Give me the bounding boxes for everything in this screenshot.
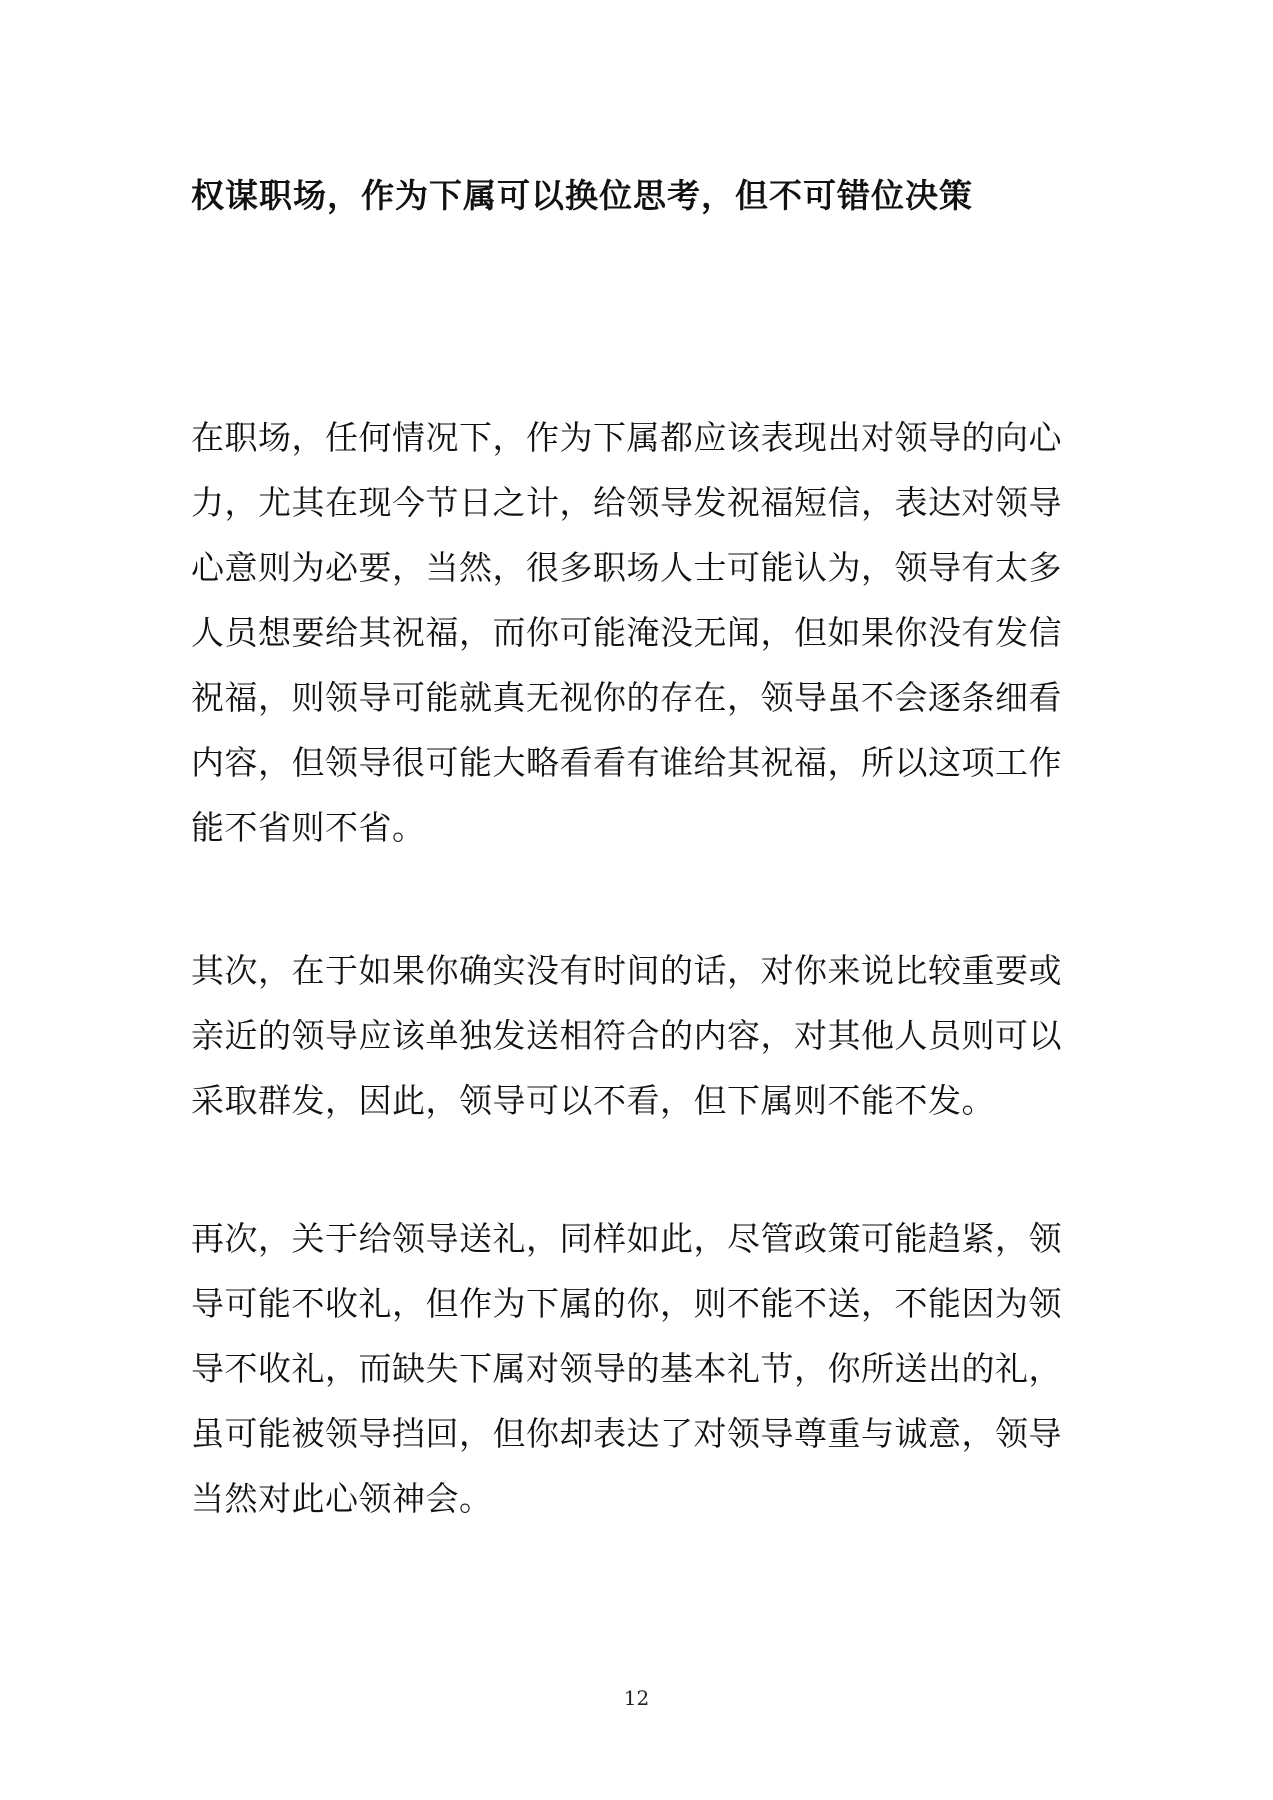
paragraph-line: 当然对此心领神会。 — [191, 1479, 493, 1518]
paragraph-line: 导不收礼，而缺失下属对领导的基本礼节，你所送出的礼， — [191, 1349, 1062, 1388]
paragraph-3 — [191, 1206, 1081, 1531]
page-number: 12 — [623, 1686, 650, 1710]
paragraph-line: 祝福，则领导可能就真无视你的存在，领导虽不会逐条细看 — [191, 678, 1062, 717]
paragraph-line: 人员想要给其祝福，而你可能淹没无闻，但如果你没有发信 — [191, 613, 1062, 652]
paragraph-line: 虽可能被领导挡回，但你却表达了对领导尊重与诚意，领导 — [191, 1414, 1062, 1453]
paragraph-2 — [191, 938, 1081, 1133]
paragraph-line: 能不省则不省。 — [191, 808, 426, 847]
paragraph-line: 导可能不收礼，但作为下属的你，则不能不送，不能因为领 — [191, 1284, 1062, 1323]
paragraph-1 — [191, 405, 1081, 860]
paragraph-line: 心意则为必要，当然，很多职场人士可能认为，领导有太多 — [191, 548, 1062, 587]
paragraph-line: 其次，在于如果你确实没有时间的话，对你来说比较重要或 — [191, 951, 1062, 990]
paragraph-line: 在职场，任何情况下，作为下属都应该表现出对领导的向心 — [191, 418, 1062, 457]
paragraph-line: 再次，关于给领导送礼，同样如此，尽管政策可能趋紧，领 — [191, 1219, 1062, 1258]
document-title: 权谋职场，作为下属可以换位思考，但不可错位决策 — [191, 176, 973, 215]
paragraph-line: 力，尤其在现今节日之计，给领导发祝福短信，表达对领导 — [191, 483, 1062, 522]
paragraph-line: 内容，但领导很可能大略看看有谁给其祝福，所以这项工作 — [191, 743, 1062, 782]
paragraph-line: 采取群发，因此，领导可以不看，但下属则不能不发。 — [191, 1081, 995, 1120]
paragraph-line: 亲近的领导应该单独发送相符合的内容，对其他人员则可以 — [191, 1016, 1062, 1055]
